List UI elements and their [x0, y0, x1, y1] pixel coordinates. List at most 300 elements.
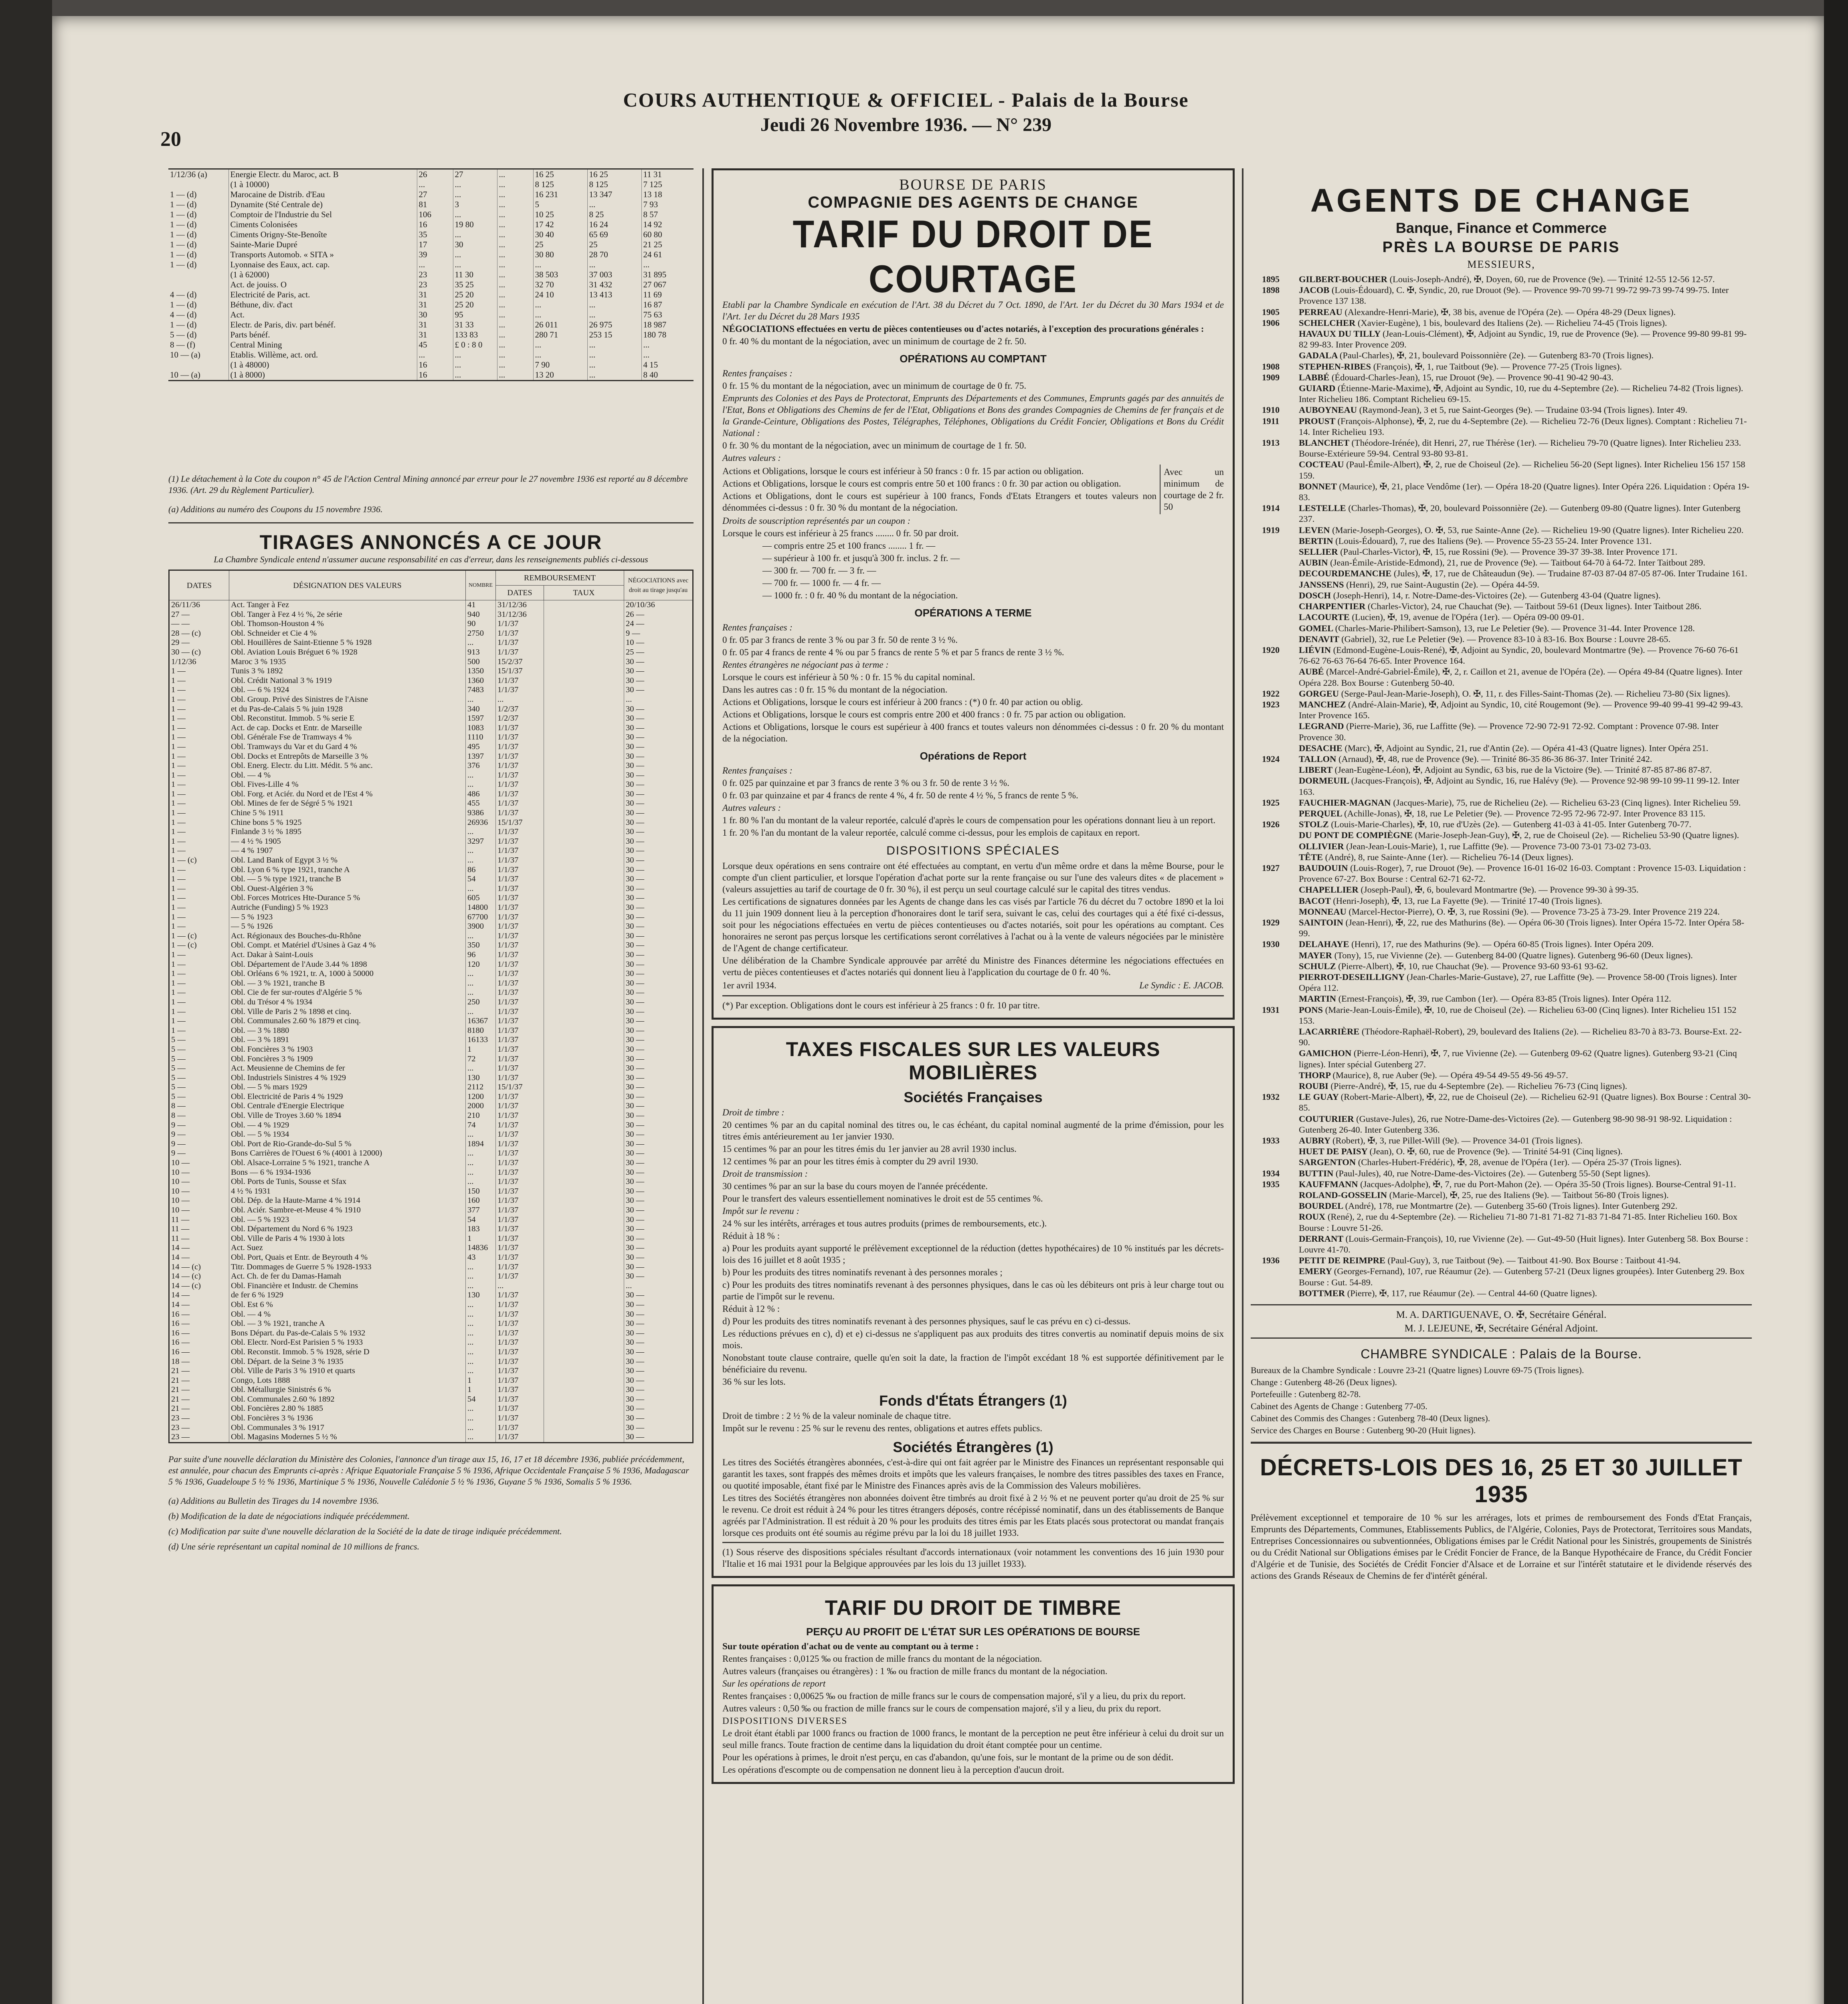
table-cell: 8 25	[587, 210, 641, 220]
table-cell: 30 —	[624, 1272, 693, 1281]
table-row	[168, 290, 694, 300]
table-cell: ...	[624, 695, 693, 705]
table-cell: 16 24	[587, 220, 641, 230]
table-cell: Obl. Dép. de la Haute-Marne 4 % 1914	[229, 1196, 466, 1206]
table-cell: 1/1/37	[496, 1224, 544, 1234]
agent-details: (Maurice), ✠, 21, place Vendôme (1er). — Opéra 18-20 (Quatre lignes). Inter Opéra 226. Liquidation : Opéra 19-83.	[1299, 481, 1749, 503]
agent-entry	[1251, 1200, 1752, 1211]
table-cell: ...	[496, 1281, 544, 1291]
agent-details: (Serge-Paul-Jean-Marie-Joseph), O. ✠, 11, r. des Filles-Saint-Thomas (2e). — Richelieu 73-80 (Six lignes).	[1341, 688, 1731, 699]
agent-year: 1934	[1262, 1168, 1280, 1178]
text: Rentes françaises :	[722, 368, 793, 378]
table-row	[168, 210, 694, 220]
table-cell: ...	[587, 370, 641, 381]
table-cell: 1/1/37	[496, 780, 544, 790]
table-cell: 31/12/36	[496, 600, 544, 610]
table-cell: 1/1/37	[496, 846, 544, 856]
table-cell	[544, 884, 624, 894]
table-row	[169, 931, 693, 941]
table-cell: Obl. Centrale d'Energie Electrique	[229, 1101, 466, 1111]
table-cell: 28 — (c)	[169, 629, 229, 638]
date: 1er avril 1934.	[722, 980, 776, 990]
table-cell: Obl. Lyon 6 % type 1921, tranche A	[229, 865, 466, 875]
table-row	[169, 1357, 693, 1367]
text: 12 centimes % par an pour les titres émis à compter du 29 avril 1930.	[722, 1156, 979, 1166]
table-row	[169, 1007, 693, 1017]
table-cell: Obl. Département du Nord 6 % 1923	[229, 1224, 466, 1234]
table-cell: Obl. — 4 %	[229, 1310, 466, 1319]
table-cell: 14 —	[169, 1291, 229, 1300]
table-cell	[544, 799, 624, 808]
table-cell: (1 à 8000)	[228, 370, 417, 381]
agent-details: (André-Alain-Marie), ✠, Adjoint au Syndic, 10, cité Rougemont (9e). — Provence 99-40 99-41 99-42 99-43. Inter Provence 165.	[1299, 699, 1743, 721]
table-cell: 30 —	[624, 1300, 693, 1310]
agent-entry	[1251, 688, 1752, 699]
table-cell	[544, 676, 624, 686]
table-cell	[544, 960, 624, 970]
text: Pour les opérations à primes, le droit n'est perçu, en cas d'abandon, qu'une fois, sur le montant de la prime ou de son dédit.	[722, 1752, 1174, 1762]
table-cell: Congo, Lots 1888	[229, 1376, 466, 1386]
table-cell: 31 895	[643, 270, 667, 279]
agent-details: (Maurice), 8, rue Auber (9e). — Opéra 49-54 49-55 49-56 49-57.	[1332, 1070, 1568, 1080]
agent-entry	[1251, 950, 1752, 961]
agent-entry	[1251, 383, 1752, 404]
table-cell: Obl. Houillères de Saint-Etienne 5 % 1928	[229, 638, 466, 648]
table-cell: 8 125	[587, 180, 641, 190]
table-cell: Obl. Tanger à Fez 4 ½ %, 2e série	[229, 610, 466, 620]
table-row	[169, 1092, 693, 1102]
table-row	[169, 856, 693, 865]
table-cell	[544, 1281, 624, 1291]
table-cell: ...	[453, 350, 497, 360]
agent-name: BOURDEL	[1299, 1201, 1345, 1211]
agent-details: (Joseph-Henri), 14, r. Notre-Dame-des-Victoires (2e). — Gutenberg 43-04 (Quatre lignes).	[1333, 590, 1661, 600]
table-cell: 30 —	[624, 865, 693, 875]
agent-name: DORMEUIL	[1299, 776, 1351, 786]
table-cell: ...	[466, 931, 496, 941]
table-cell: ...	[497, 210, 533, 220]
text: Actions et Obligations, lorsque le cours est inférieur à 50 francs : 0 fr. 15 par action ou obligation.	[722, 466, 1084, 476]
page-number: 20	[160, 128, 181, 151]
agent-details: (Joseph-Paul), ✠, 6, boulevard Montmartre (9e). — Provence 99-30 à 99-35.	[1361, 885, 1639, 895]
table-cell: 30 —	[624, 1196, 693, 1206]
table-cell: 1 — (d)	[168, 220, 228, 230]
divider	[168, 522, 694, 523]
text: Autres valeurs : 0,50 ‰ ou fraction de mille francs sur le cours de compensation majoré, s'il y a lieu, du prix du report.	[722, 1703, 1161, 1713]
table-cell: Act. Dakar à Saint-Louis	[229, 950, 466, 960]
table-cell: 74	[466, 1121, 496, 1130]
table-cell: Obl. Foncières 2.80 % 1885	[229, 1404, 466, 1414]
table-cell: 1/1/37	[496, 1243, 544, 1253]
table-cell	[544, 1007, 624, 1017]
table-row	[169, 808, 693, 818]
table-cell: 1 —	[169, 950, 229, 960]
table-cell: ...	[624, 1281, 693, 1291]
table-cell	[544, 1055, 624, 1064]
table-cell: Obl. — 3 % 1880	[229, 1026, 466, 1036]
syndicale-line: Cabinet des Agents de Change : Gutenberg 77-05.	[1251, 1401, 1427, 1412]
table-cell: — 4 ½ % 1905	[229, 837, 466, 846]
table-cell: Obl. Est 6 %	[229, 1300, 466, 1310]
agent-name: DERRANT	[1299, 1233, 1346, 1244]
table-cell: 30 —	[624, 1101, 693, 1111]
table-cell: ...	[466, 884, 496, 894]
table-cell: ...	[587, 310, 641, 320]
table-cell: 54	[466, 1395, 496, 1404]
agent-name: CHARPENTIER	[1299, 601, 1368, 612]
timbre-subtitle: PERÇU AU PROFIT DE L'ÉTAT SUR LES OPÉRATIONS DE BOURSE	[806, 1626, 1140, 1638]
table-cell: 1/1/37	[496, 950, 544, 960]
table-row	[169, 1281, 693, 1291]
text: Droit de transmission :	[722, 1169, 808, 1179]
table-cell: ...	[587, 200, 641, 210]
table-cell: Act. Meusienne de Chemins de fer	[229, 1064, 466, 1073]
table-cell: 30 —	[624, 969, 693, 979]
agent-year: 1929	[1262, 917, 1280, 927]
table-cell: ...	[453, 230, 497, 240]
col-remb-taux: TAUX	[544, 586, 624, 600]
table-cell: 30 —	[624, 827, 693, 837]
table-cell: Obl. Département de l'Aude 3.44 % 1898	[229, 960, 466, 970]
table-row	[169, 998, 693, 1007]
table-cell	[544, 950, 624, 960]
agent-year: 1914	[1262, 503, 1280, 513]
agent-year: 1895	[1262, 274, 1280, 284]
table-cell: 1/1/37	[496, 1291, 544, 1300]
table-cell: Maroc 3 % 1935	[229, 657, 466, 667]
table-row	[169, 742, 693, 752]
table-cell: 17	[417, 240, 453, 250]
table-row	[169, 893, 693, 903]
table-row	[169, 941, 693, 950]
agent-name: AUBIN	[1299, 558, 1330, 568]
table-row	[169, 884, 693, 894]
table-cell: Obl. Ville de Paris 2 % 1898 et cinq.	[229, 1007, 466, 1017]
table-cell: Obl. — 5 % type 1921, tranche B	[229, 875, 466, 884]
table-cell: 30 —	[624, 1414, 693, 1423]
text: Dans les autres cas : 0 fr. 15 % du montant de la négociation.	[722, 685, 948, 695]
agent-year: 1935	[1262, 1179, 1280, 1189]
table-cell: Energie Electr. du Maroc, act. B	[228, 169, 417, 180]
agent-entry	[1251, 579, 1752, 590]
table-cell	[544, 629, 624, 638]
table-cell: 1	[466, 1376, 496, 1386]
table-cell: 30 —	[624, 1310, 693, 1319]
table-cell	[168, 360, 228, 370]
table-cell: 15/1/37	[496, 818, 544, 828]
table-cell: 1 — (d)	[168, 200, 228, 210]
agent-year: 1923	[1262, 699, 1280, 709]
agent-name: PERQUEL	[1299, 808, 1345, 818]
table-cell: 1/1/37	[496, 1414, 544, 1423]
agent-details: (Jean-Louis-Clément), ✠, Adjoint au Syndic, 19, rue de Provence (9e). — Provence 99-80 99-81 99-82 99-83. Inter Provence 209.	[1299, 329, 1747, 350]
table-cell: 210	[466, 1111, 496, 1121]
agent-details: (Ernest-François), ✠, 39, rue Cambon (1er). — Opéra 83-85 (Trois lignes). Inter Opéra 112.	[1338, 994, 1671, 1004]
table-cell: 1/1/37	[496, 875, 544, 884]
table-cell: 30 —	[624, 657, 693, 667]
table-cell: 10 25	[533, 210, 587, 220]
agent-details: (André), 8, rue Sainte-Anne (1er). — Richelieu 76-14 (Deux lignes).	[1325, 852, 1573, 862]
table-cell: Obl. — 4 % 1929	[229, 1121, 466, 1130]
societes-francaises-heading: Sociétés Françaises	[904, 1089, 1043, 1105]
table-cell	[544, 761, 624, 771]
agent-year: 1910	[1262, 405, 1280, 415]
agent-entry	[1251, 307, 1752, 317]
table-cell: 1 —	[169, 780, 229, 790]
agent-details: (François), ✠, 1, rue Taitbout (9e). — Provence 77-25 (Trois lignes).	[1373, 361, 1622, 372]
table-row	[169, 1253, 693, 1263]
table-row	[169, 1083, 693, 1092]
text: Une délibération de la Chambre Syndicale approuvée par arrêté du Ministre des Finances détermine les négociations effectuées en vertu de pièces contentieuses et d'actes notariés qui donnent lieu à l'application du courtage de 0 fr. 40 %.	[722, 956, 1224, 977]
table-cell: 27 067	[643, 280, 667, 289]
table-cell	[544, 705, 624, 714]
text: Actions et Obligations, lorsque le cours est inférieur à 200 francs : (*) 0 fr. 40 par action ou oblig.	[722, 697, 1083, 707]
agent-entry	[1251, 612, 1752, 622]
table-cell: 20/10/36	[624, 600, 693, 610]
table-cell: 30 —	[624, 705, 693, 714]
table-cell: 54	[466, 1215, 496, 1225]
table-cell: 1 —	[169, 705, 229, 714]
table-cell	[544, 922, 624, 931]
table-cell: 9 —	[169, 1139, 229, 1149]
table-cell: 1 — (d)	[168, 230, 228, 240]
table-cell: 1/1/37	[496, 1357, 544, 1367]
table-cell	[544, 818, 624, 828]
table-cell: 30 —	[624, 790, 693, 799]
agent-details: (Jean-Eugène-Léon), ✠, Adjoint au Syndic, 63 bis, rue de la Victoire (9e). — Trinité 87-85 87-86 87-87.	[1334, 765, 1712, 775]
table-cell	[544, 1404, 624, 1414]
table-cell: Act. de cap. Docks et Entr. de Marseille	[229, 723, 466, 733]
agent-name: LACOURTE	[1299, 612, 1352, 622]
table-cell: 16	[417, 360, 453, 370]
table-cell	[544, 1206, 624, 1215]
table-cell: 30 —	[624, 1149, 693, 1158]
table-cell: Etablis. Willème, act. ord.	[228, 350, 417, 360]
table-row	[169, 705, 693, 714]
table-cell: ...	[587, 350, 641, 360]
page-header	[168, 88, 1644, 136]
agents-subtitle: Banque, Finance et Commerce	[1395, 220, 1607, 236]
agent-name: DENAVIT	[1299, 634, 1342, 644]
table-cell: 253 15	[587, 330, 641, 340]
table-cell: 26 011	[533, 320, 587, 330]
agent-entry	[1251, 535, 1752, 546]
table-cell: ...	[466, 1281, 496, 1291]
agent-name: KAUFFMANN	[1299, 1179, 1361, 1189]
table-cell: ...	[466, 1263, 496, 1272]
table-cell: et du Pas-de-Calais 5 % juin 1928	[229, 705, 466, 714]
table-cell: 27	[417, 190, 453, 200]
table-cell	[544, 638, 624, 648]
agent-entry	[1251, 884, 1752, 895]
agent-name: DOSCH	[1299, 590, 1333, 600]
agent-entry	[1251, 437, 1752, 459]
decrets-title: DÉCRETS-LOIS DES 16, 25 ET 30 JUILLET 1935	[1260, 1455, 1743, 1508]
table-row	[169, 600, 693, 610]
table-cell: 30 —	[624, 1035, 693, 1045]
table-cell: 1894	[466, 1139, 496, 1149]
table-cell: 25 —	[624, 648, 693, 657]
table-cell: 17 42	[533, 220, 587, 230]
table-cell: 1	[466, 1234, 496, 1244]
agent-year: 1911	[1262, 416, 1280, 426]
agent-entry	[1251, 1233, 1752, 1255]
tirages-table	[168, 570, 694, 1443]
table-cell: 30 —	[624, 1016, 693, 1026]
table-cell: 4 15	[643, 360, 658, 370]
table-cell: 11 —	[169, 1215, 229, 1225]
text: Réduit à 18 % :	[722, 1231, 780, 1241]
table-cell: 1/1/37	[496, 969, 544, 979]
agent-name: COUTURIER	[1299, 1113, 1357, 1124]
table-cell: 11 —	[169, 1234, 229, 1244]
divider	[1251, 1442, 1752, 1444]
table-cell: 30 —	[624, 1423, 693, 1433]
table-row	[169, 1414, 693, 1423]
table-cell: 1/1/37	[496, 1319, 544, 1329]
table-cell: ...	[497, 320, 533, 330]
table-cell: 1/1/37	[496, 685, 544, 695]
table-cell	[544, 856, 624, 865]
table-cell: Obl. — 5 % 1934	[229, 1130, 466, 1139]
agent-name: ROUX	[1299, 1212, 1328, 1222]
table-cell: Obl. — 5 % mars 1929	[229, 1083, 466, 1092]
table-cell: Obl. Alsace-Lorraine 5 % 1921, tranche A	[229, 1158, 466, 1168]
table-cell: 21 —	[169, 1366, 229, 1376]
text: Rentes françaises : 0,0125 ‰ ou fraction de mille francs du montant de la négociation.	[722, 1654, 1042, 1664]
table-cell: ...	[587, 260, 641, 270]
text: Lorsque le cours est inférieur à 50 % : 0 fr. 15 % du capital nominal.	[722, 672, 975, 682]
text: Droit de timbre :	[722, 1107, 784, 1117]
table-cell: 60 80	[643, 230, 662, 239]
table-row	[168, 310, 694, 320]
table-cell: ...	[643, 340, 650, 349]
table-cell: 24 10	[533, 290, 587, 300]
agent-year: 1924	[1262, 754, 1280, 764]
table-cell	[544, 667, 624, 676]
agent-details: (Marcel-Hector-Pierre), O. ✠, 3, rue Rossini (9e). — Provence 73-25 à 73-29. Inter Provence 219 224.	[1349, 906, 1720, 917]
table-cell: 30 —	[624, 960, 693, 970]
agent-entry	[1251, 852, 1752, 863]
table-cell: Obl. Electr. Nord-Est Parisien 5 % 1933	[229, 1338, 466, 1347]
agent-name: PERREAU	[1299, 307, 1345, 317]
table-row	[169, 1187, 693, 1196]
agent-name: ROLAND-GOSSELIN	[1299, 1190, 1389, 1200]
table-row	[169, 1432, 693, 1442]
agent-details: (Marc), ✠, Adjoint au Syndic, 21, rue d'Antin (2e). — Opéra 41-43 (Quatre lignes). Inter Opéra 251.	[1345, 743, 1708, 753]
table-cell: ...	[497, 169, 533, 180]
agent-name: GILBERT-BOUCHER	[1299, 274, 1390, 284]
table-row	[169, 657, 693, 667]
table-cell: Obl. Ouest-Algérien 3 %	[229, 884, 466, 894]
table-cell: 31	[417, 330, 453, 340]
agent-entry	[1251, 939, 1752, 949]
table-cell: 1/1/37	[496, 1168, 544, 1178]
text: Les titres des Sociétés étrangères non abonnées doivent être timbrés au droit fixé à 2 ½ % et ne peuvent porter qu'au droit de 25 % sur le revenu. Ce droit est réduit à 24 % pour les titres étrangers déposés, contre récépissé nominatif, dans un des établissements de Banque agréés par l'Administration. Il est réduit à 20 % pour les produits des titres émis par les Etats placés sous protectorat ou mandat français lorsque ces produits ont été soumis au régime prévu par la loi du 18 juillet 1933.	[722, 1493, 1224, 1538]
table-cell: 1 —	[169, 846, 229, 856]
table-cell: 1 —	[169, 771, 229, 780]
table-cell: 30 —	[624, 893, 693, 903]
table-row	[169, 1338, 693, 1347]
agent-details: (Jacques-Adolphe), ✠, 7, rue du Port-Mahon (2e). — Opéra 35-50 (Trois lignes). Bourse-Central 91-11.	[1360, 1179, 1736, 1189]
table-cell: Ciments Colonisées	[228, 220, 417, 230]
table-cell	[544, 1045, 624, 1055]
table-cell: 10 —	[169, 1158, 229, 1168]
minimum-note	[1160, 465, 1224, 514]
tirages-footnote-1: Par suite d'une nouvelle déclaration du Ministère des Colonies, l'annonce d'un tirage aux 15, 16, 17 et 18 décembre 1936, publiée précédemment, est annulée, pour chacun des Emprunts ci-après : Afrique Equatoriale Française 5 % 1936, Afrique Occidentale Française 5 % 1936, Madagascar 5 % 1936, Guadeloupe 5 ½ % 1936, Martinique 5 % 1936, Nouvelle Calédonie 5 ½ % 1936, Guyane 5 % 1936, Somalis 5 % 1936.	[168, 1454, 689, 1487]
agent-details: (Xavier-Eugène), 1 bis, boulevard des Italiens (2e). — Richelieu 74-45 (Trois lignes).	[1357, 317, 1667, 328]
table-cell: 1/1/37	[496, 1404, 544, 1414]
table-cell: 1/1/37	[496, 1329, 544, 1338]
table-cell: 377	[466, 1206, 496, 1215]
agent-details: (Pierre-Léon-Henri), ✠, 7, rue Vivienne (2e). — Gutenberg 09-62 (Quatre lignes). Gutenberg 93-21 (Cinq lignes). Inter spécial Gutenberg 27.	[1299, 1048, 1737, 1069]
table-cell: 1/1/37	[496, 790, 544, 799]
table-cell: 160	[466, 1196, 496, 1206]
text: 24 % sur les intérêts, arrérages et tous autres produits (primes de remboursements, etc.).	[722, 1218, 1047, 1228]
table-cell: 1/1/37	[496, 1111, 544, 1121]
table-cell: Obl. Générale Fse de Tramways 4 %	[229, 733, 466, 742]
table-cell: 43	[466, 1253, 496, 1263]
text: b) Pour les produits des titres nominatifs revenant à des personnes morales ;	[722, 1267, 1003, 1277]
text: Sur toute opération d'achat ou de vente au comptant ou à terme :	[722, 1641, 979, 1651]
agent-details: (Marie-Jean-Louis-Émile), ✠, 10, rue de Choiseul (2e). — Richelieu 63-00 (Cinq lignes). Inter Richelieu 151 152 153.	[1299, 1004, 1737, 1026]
text: 20 centimes % par an du capital nominal des titres ou, le cas échéant, du capital nominal augmenté de la prime d'émission, pour les titres émis antérieurement au 1er janvier 1930.	[722, 1120, 1224, 1141]
table-cell	[544, 1234, 624, 1244]
table-cell: 16 —	[169, 1347, 229, 1357]
table-cell: 26/11/36	[169, 600, 229, 610]
table-row	[169, 979, 693, 988]
table-cell: 30 —	[624, 808, 693, 818]
table-cell: ...	[466, 988, 496, 998]
table-row	[168, 200, 694, 210]
agent-details: (Arnaud), ✠, 48, rue de Provence (9e). — Trinité 86-35 86-36 86-37. Inter Trinité 242.	[1338, 754, 1652, 764]
table-cell: 11 —	[169, 1224, 229, 1234]
table-cell: 5 —	[169, 1092, 229, 1102]
table-cell: 8 125	[533, 180, 587, 190]
table-cell	[544, 1423, 624, 1433]
table-cell: Electr. de Paris, div. part bénéf.	[228, 320, 417, 330]
table-cell	[544, 865, 624, 875]
agent-details: (Charles-Thomas), ✠, 20, boulevard Poissonnière (2e). — Gutenberg 09-80 (Quatre lignes). Inter Gutenberg 237.	[1299, 503, 1741, 524]
table-cell: 30 —	[624, 685, 693, 695]
table-row	[169, 988, 693, 998]
table-cell: 37 003	[587, 270, 641, 280]
table-cell: 1 —	[169, 913, 229, 922]
agent-entry	[1251, 1190, 1752, 1200]
agent-entry	[1251, 972, 1752, 993]
col-designation: DÉSIGNATION DES VALEURS	[229, 570, 466, 600]
table-row	[169, 1130, 693, 1139]
table-cell: 16 —	[169, 1338, 229, 1347]
table-cell	[168, 280, 228, 290]
table-cell: — 5 % 1923	[229, 913, 466, 922]
table-cell	[544, 1347, 624, 1357]
table-cell: 1/1/37	[496, 893, 544, 903]
table-cell	[544, 875, 624, 884]
table-row	[168, 250, 694, 260]
table-cell: 1 —	[169, 742, 229, 752]
table-row	[169, 1423, 693, 1433]
table-cell: 24 61	[643, 250, 662, 259]
table-cell: 7483	[466, 685, 496, 695]
tirages-table-body	[169, 600, 693, 1443]
table-row	[169, 1196, 693, 1206]
agent-details: (Louis-Marie-Charles), ✠, 10, rue d'Uzès (2e). — Gutenberg 41-03 à 41-05. Inter Gutenberg 70-77.	[1331, 819, 1691, 830]
compagnie-title: COMPAGNIE DES AGENTS DE CHANGE	[808, 194, 1138, 211]
table-cell: ...	[466, 1357, 496, 1367]
autres-valeurs-block	[722, 465, 1224, 514]
table-cell: Transports Automob. « SITA »	[228, 250, 417, 260]
